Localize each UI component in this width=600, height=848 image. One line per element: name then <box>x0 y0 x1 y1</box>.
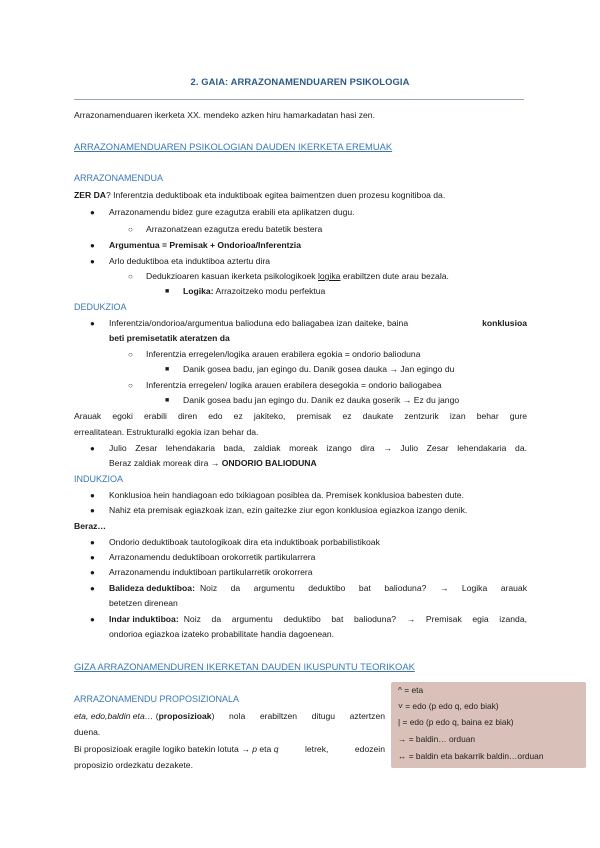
list-item-continuation <box>109 458 317 469</box>
list-item <box>109 318 527 329</box>
list-item: Arlo deduktiboa eta induktiboa aztertu dira <box>109 256 270 266</box>
paragraph <box>74 711 385 722</box>
list-item: Danik gosea badu, jan egingo du. Danik gosea dauka → Jan egingo du <box>183 364 455 374</box>
list-item: Arrazonamendu bidez gure ezagutza erabili eta aplikatzen dugu. <box>109 207 355 217</box>
section-heading-ikerketa-eremuak: ARRAZONAMENDUAREN PSIKOLOGIAN DAUDEN IKERKETA EREMUAK <box>74 141 393 152</box>
list-item <box>109 614 527 625</box>
logika-label: Logika: <box>183 286 214 296</box>
list-item-continuation: betetzen direnean <box>109 598 178 608</box>
list-item: Danik gosea badu jan egingo du. Danik ez dauka goserik → Ez du jango <box>183 395 460 405</box>
bullet-circle-icon: ○ <box>128 225 133 234</box>
list-item <box>146 271 449 282</box>
list-item <box>109 583 527 594</box>
text-part: eta <box>256 744 274 754</box>
subheading-arrazonamendua: ARRAZONAMENDUA <box>74 173 164 183</box>
logika-text: Arrazoitzeko modu perfektua <box>213 286 326 296</box>
list-item: Nahiz eta premisak egiazkoak izan, ezin gaitezke ziur egon konklusioa egiazkoa izango denik. <box>109 505 468 515</box>
bullet-square-icon: ■ <box>165 397 170 404</box>
bullet-dot-icon: ● <box>90 319 95 328</box>
text-part: letrek, edozein <box>278 744 385 754</box>
paragraph-continuation: errealitatean. Estrukturalki egokia izan behar da. <box>74 427 259 437</box>
konklusioa-bold: konklusioa <box>482 318 527 328</box>
list-item: Inferentzia erregelen/ logika arauen erabilera desegokia = ondorio baliogabea <box>146 380 442 390</box>
intro-text: Arrazonamenduaren ikerketa XX. mendeko azken hiru hamarkadatan hasi zen. <box>74 110 375 120</box>
list-item: Arrazonamendu deduktiboan orokorretik partikularrera <box>109 552 316 562</box>
p-variable: p <box>252 744 257 754</box>
q-variable: q <box>273 744 279 754</box>
list-item: Konklusioa hein handiagoan edo txikiagoan posiblea da. Premisek konklusioa babesten dute. <box>109 490 464 500</box>
section-heading-ikuspuntu-teorikoak: GIZA ARRAZONAMENDUREN IKERKETAN DAUDEN IKUSPUNTU TEORIKOAK <box>74 661 415 672</box>
bullet-dot-icon: ● <box>90 208 95 217</box>
list-item <box>183 286 325 297</box>
list-item: Ondorio deduktiboak tautologikoak dira eta induktiboak porbabilistikoak <box>109 537 380 547</box>
operator-row: | = edo (p edo q, baina ez biak) <box>398 717 514 727</box>
list-item: Julio Zesar lehendakaria bada, zaldiak moreak izango dira → Julio Zesar lehendakaria da. <box>109 443 527 453</box>
text-part: Noiz da argumentu deduktibo bat balioduna? → Premisak egia izanda, <box>183 614 527 624</box>
proposizioak-bold: proposizioak <box>158 711 212 721</box>
bullet-dot-icon: ● <box>90 506 95 515</box>
bullet-circle-icon: ○ <box>128 381 133 390</box>
bullet-dot-icon: ● <box>90 491 95 500</box>
text-part: Inferentzia/ondorioa/argumentua balioduna edo baliagabea izan daiteke, baina <box>109 318 409 328</box>
list-item-continuation: beti premisetatik ateratzen da <box>109 333 230 343</box>
bullet-dot-icon: ● <box>90 584 95 593</box>
list-item: Arrazonatzean ezagutza eredu batetik bestera <box>146 224 323 234</box>
list-item: Arrazonamendu induktiboan partikularretik orokorrera <box>109 567 313 577</box>
paragraph <box>74 744 385 755</box>
operator-row: ˅ = edo (p edo q, edo biak) <box>398 701 499 711</box>
operator-row: ↔ = baldin eta bakarrik baldin…orduan <box>398 751 544 761</box>
text-part: ( <box>153 711 159 721</box>
text-part: Dedukzioaren kasuan ikerketa psikologikoek <box>146 271 318 281</box>
logika-underlined: logika <box>317 271 341 281</box>
bullet-dot-icon: ● <box>90 241 95 250</box>
text-part: ) nola erabiltzen ditugu aztertzen <box>211 711 385 721</box>
bullet-dot-icon: ● <box>90 553 95 562</box>
bullet-dot-icon: ● <box>90 615 95 624</box>
beraz-label: Beraz… <box>74 521 106 531</box>
subheading-dedukzioa: DEDUKZIOA <box>74 302 127 312</box>
text-italic: eta, edo,baldin eta… <box>74 711 154 721</box>
balideza-label: Balideza deduktiboa: <box>109 583 195 593</box>
bullet-dot-icon: ● <box>90 538 95 547</box>
subheading-arrazonamendu-proposizionala: ARRAZONAMENDU PROPOSIZIONALA <box>74 694 240 704</box>
subheading-indukzioa: INDUKZIOA <box>74 474 124 484</box>
list-item: Inferentzia erregelen/logika arauen erabilera egokia = ondorio balioduna <box>146 349 421 359</box>
bullet-square-icon: ■ <box>165 366 170 373</box>
list-item-argumentua: Argumentua = Premisak + Ondorioa/Inferentzia <box>109 240 301 250</box>
zer-da-paragraph <box>74 190 445 201</box>
logical-operators-image <box>391 682 586 768</box>
text-part: erabiltzen dute arau bezala. <box>340 271 449 281</box>
zer-da-text: ? Inferentzia deduktiboak eta induktiboak egitea baimentzen duen prozesu kognitiboa da. <box>106 190 446 200</box>
title-divider <box>74 99 524 100</box>
text-part: Noiz da argumentu deduktibo bat balioduna? → Logika arauak <box>199 583 527 593</box>
zer-da-label: ZER DA <box>74 190 106 200</box>
page-title: 2. GAIA: ARRAZONAMENDUAREN PSIKOLOGIA <box>190 76 410 87</box>
text-part: Bi proposizioak eragile logiko batekin lotuta → <box>74 744 253 754</box>
bullet-dot-icon: ● <box>90 444 95 453</box>
text-part: Beraz zaldiak moreak dira → <box>109 458 222 468</box>
indar-induktiboa-label: Indar induktiboa: <box>109 614 179 624</box>
paragraph: Arauak egoki erabili diren edo ez jakiteko, premisak ez daukate zentzurik izan behar gure <box>74 411 527 421</box>
bullet-dot-icon: ● <box>90 568 95 577</box>
paragraph-continuation: proposizio ordezkatu dezakete. <box>74 760 193 770</box>
list-item-continuation: ondorioa egiazkoa izateko probabilitate handia dagoenean. <box>109 629 335 639</box>
operator-row: ^ = eta <box>398 685 424 695</box>
ondorio-balioduna-bold: ONDORIO BALIODUNA <box>221 458 317 468</box>
bullet-circle-icon: ○ <box>128 350 133 359</box>
bullet-circle-icon: ○ <box>128 272 133 281</box>
operator-row: → = baldin… orduan <box>398 734 476 744</box>
bullet-dot-icon: ● <box>90 257 95 266</box>
paragraph-continuation: duena. <box>74 727 101 737</box>
bullet-square-icon: ■ <box>165 288 170 295</box>
